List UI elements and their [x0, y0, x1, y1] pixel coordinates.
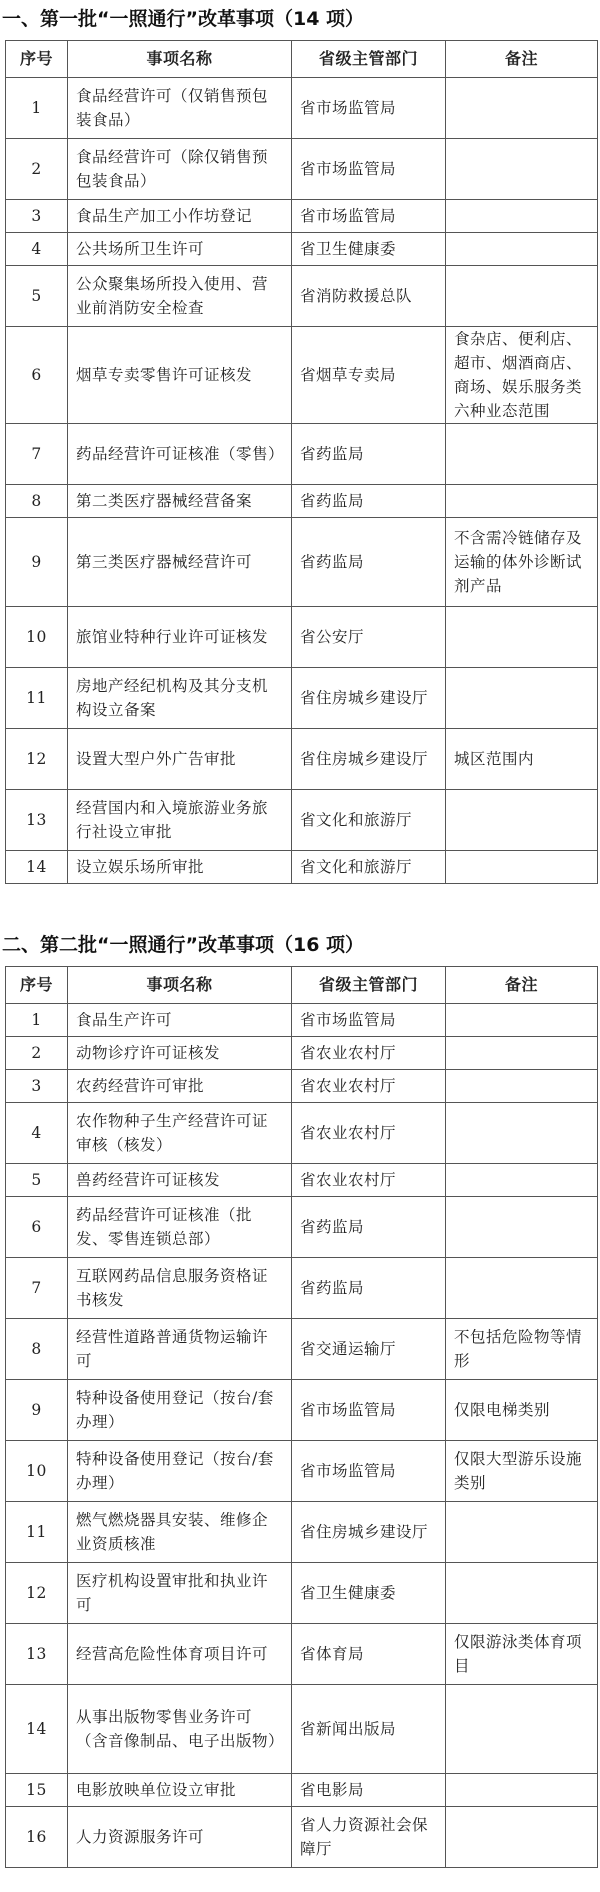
item-name: 互联网药品信息服务资格证书核发 — [68, 1258, 292, 1319]
department: 省卫生健康委 — [292, 233, 446, 266]
remark — [446, 1197, 598, 1258]
item-name: 烟草专卖零售许可证核发 — [68, 327, 292, 424]
table-row — [6, 1563, 598, 1624]
section1-body — [6, 78, 598, 884]
department: 省药监局 — [292, 485, 446, 518]
item-name: 农作物种子生产经营许可证审核（核发） — [68, 1103, 292, 1164]
row-number: 10 — [6, 1441, 68, 1502]
item-name: 兽药经营许可证核发 — [68, 1164, 292, 1197]
item-name: 经营国内和入境旅游业务旅行社设立审批 — [68, 790, 292, 851]
row-number: 5 — [6, 266, 68, 327]
section1-header-row — [6, 41, 598, 78]
row-number: 8 — [6, 1319, 68, 1380]
remark: 仅限大型游乐设施类别 — [446, 1441, 598, 1502]
row-number: 12 — [6, 729, 68, 790]
table-row — [6, 1380, 598, 1441]
item-name: 设置大型户外广告审批 — [68, 729, 292, 790]
row-number: 15 — [6, 1774, 68, 1807]
row-number: 6 — [6, 1197, 68, 1258]
item-name: 药品经营许可证核准（零售） — [68, 424, 292, 485]
row-number: 4 — [6, 1103, 68, 1164]
table-row — [6, 1774, 598, 1807]
remark — [446, 851, 598, 884]
remark — [446, 1037, 598, 1070]
header-name: 事项名称 — [68, 967, 292, 1004]
item-name: 农药经营许可审批 — [68, 1070, 292, 1103]
remark: 城区范围内 — [446, 729, 598, 790]
row-number: 16 — [6, 1807, 68, 1868]
table-row — [6, 668, 598, 729]
department: 省药监局 — [292, 1258, 446, 1319]
table-row — [6, 1258, 598, 1319]
header-note: 备注 — [446, 41, 598, 78]
row-number: 6 — [6, 327, 68, 424]
item-name: 药品经营许可证核准（批发、零售连锁总部） — [68, 1197, 292, 1258]
department: 省文化和旅游厅 — [292, 790, 446, 851]
header-dept: 省级主管部门 — [292, 967, 446, 1004]
table-row — [6, 518, 598, 607]
department: 省卫生健康委 — [292, 1563, 446, 1624]
department: 省公安厅 — [292, 607, 446, 668]
row-number: 3 — [6, 200, 68, 233]
department: 省药监局 — [292, 518, 446, 607]
header-no: 序号 — [6, 41, 68, 78]
department: 省农业农村厅 — [292, 1037, 446, 1070]
section2-table — [5, 966, 598, 1868]
table-row — [6, 1103, 598, 1164]
department: 省市场监管局 — [292, 1380, 446, 1441]
section1-table — [5, 40, 598, 884]
department: 省住房城乡建设厅 — [292, 729, 446, 790]
remark — [446, 668, 598, 729]
section2-header-row — [6, 967, 598, 1004]
department: 省农业农村厅 — [292, 1164, 446, 1197]
header-name: 事项名称 — [68, 41, 292, 78]
table-row — [6, 607, 598, 668]
department: 省新闻出版局 — [292, 1685, 446, 1774]
table-row — [6, 1164, 598, 1197]
remark — [446, 607, 598, 668]
table-row — [6, 729, 598, 790]
item-name: 房地产经纪机构及其分支机构设立备案 — [68, 668, 292, 729]
row-number: 8 — [6, 485, 68, 518]
remark — [446, 1563, 598, 1624]
row-number: 1 — [6, 78, 68, 139]
remark — [446, 1774, 598, 1807]
remark — [446, 200, 598, 233]
item-name: 第二类医疗器械经营备案 — [68, 485, 292, 518]
section1-title: 一、第一批“一照通行”改革事项（14 项） — [2, 8, 365, 30]
row-number: 2 — [6, 139, 68, 200]
department: 省文化和旅游厅 — [292, 851, 446, 884]
table-row — [6, 78, 598, 139]
header-no: 序号 — [6, 967, 68, 1004]
department: 省市场监管局 — [292, 200, 446, 233]
table-row — [6, 1624, 598, 1685]
department: 省住房城乡建设厅 — [292, 668, 446, 729]
row-number: 13 — [6, 1624, 68, 1685]
row-number: 7 — [6, 1258, 68, 1319]
row-number: 2 — [6, 1037, 68, 1070]
department: 省交通运输厅 — [292, 1319, 446, 1380]
department: 省市场监管局 — [292, 1441, 446, 1502]
department: 省人力资源社会保障厅 — [292, 1807, 446, 1868]
table-row — [6, 266, 598, 327]
item-name: 动物诊疗许可证核发 — [68, 1037, 292, 1070]
table-row — [6, 790, 598, 851]
row-number: 1 — [6, 1004, 68, 1037]
item-name: 电影放映单位设立审批 — [68, 1774, 292, 1807]
section2-title: 二、第二批“一照通行”改革事项（16 项） — [2, 934, 365, 956]
remark — [446, 1502, 598, 1563]
department: 省市场监管局 — [292, 139, 446, 200]
remark — [446, 1004, 598, 1037]
department: 省市场监管局 — [292, 78, 446, 139]
row-number: 9 — [6, 1380, 68, 1441]
remark — [446, 1164, 598, 1197]
row-number: 7 — [6, 424, 68, 485]
department: 省药监局 — [292, 424, 446, 485]
table-row — [6, 200, 598, 233]
item-name: 特种设备使用登记（按台/套办理） — [68, 1380, 292, 1441]
item-name: 食品经营许可（除仅销售预包装食品） — [68, 139, 292, 200]
item-name: 食品经营许可（仅销售预包装食品） — [68, 78, 292, 139]
row-number: 14 — [6, 1685, 68, 1774]
row-number: 11 — [6, 1502, 68, 1563]
remark — [446, 266, 598, 327]
remark: 食杂店、便利店、超市、烟酒商店、商场、娱乐服务类六种业态范围 — [446, 327, 598, 424]
remark: 不含需冷链储存及运输的体外诊断试剂产品 — [446, 518, 598, 607]
item-name: 公共场所卫生许可 — [68, 233, 292, 266]
table-row — [6, 851, 598, 884]
item-name: 第三类医疗器械经营许可 — [68, 518, 292, 607]
table-row — [6, 1441, 598, 1502]
item-name: 经营高危险性体育项目许可 — [68, 1624, 292, 1685]
table-row — [6, 1319, 598, 1380]
item-name: 医疗机构设置审批和执业许可 — [68, 1563, 292, 1624]
item-name: 食品生产许可 — [68, 1004, 292, 1037]
section2-body — [6, 1004, 598, 1868]
row-number: 14 — [6, 851, 68, 884]
remark — [446, 1070, 598, 1103]
table-row — [6, 1070, 598, 1103]
item-name: 公众聚集场所投入使用、营业前消防安全检查 — [68, 266, 292, 327]
header-dept: 省级主管部门 — [292, 41, 446, 78]
remark — [446, 233, 598, 266]
remark — [446, 1685, 598, 1774]
row-number: 11 — [6, 668, 68, 729]
remark — [446, 485, 598, 518]
item-name: 设立娱乐场所审批 — [68, 851, 292, 884]
table-row — [6, 1037, 598, 1070]
remark — [446, 1807, 598, 1868]
remark — [446, 424, 598, 485]
department: 省消防救援总队 — [292, 266, 446, 327]
item-name: 特种设备使用登记（按台/套办理） — [68, 1441, 292, 1502]
remark: 仅限游泳类体育项目 — [446, 1624, 598, 1685]
item-name: 从事出版物零售业务许可（含音像制品、电子出版物） — [68, 1685, 292, 1774]
remark: 不包括危险物等情形 — [446, 1319, 598, 1380]
table-row — [6, 424, 598, 485]
row-number: 3 — [6, 1070, 68, 1103]
row-number: 10 — [6, 607, 68, 668]
row-number: 9 — [6, 518, 68, 607]
table-row — [6, 1004, 598, 1037]
table-row — [6, 1197, 598, 1258]
remark — [446, 139, 598, 200]
item-name: 旅馆业特种行业许可证核发 — [68, 607, 292, 668]
item-name: 经营性道路普通货物运输许可 — [68, 1319, 292, 1380]
header-note: 备注 — [446, 967, 598, 1004]
department: 省体育局 — [292, 1624, 446, 1685]
table-row — [6, 233, 598, 266]
row-number: 4 — [6, 233, 68, 266]
department: 省市场监管局 — [292, 1004, 446, 1037]
department: 省电影局 — [292, 1774, 446, 1807]
table-row — [6, 327, 598, 424]
department: 省药监局 — [292, 1197, 446, 1258]
row-number: 12 — [6, 1563, 68, 1624]
department: 省住房城乡建设厅 — [292, 1502, 446, 1563]
row-number: 13 — [6, 790, 68, 851]
remark — [446, 78, 598, 139]
department: 省农业农村厅 — [292, 1103, 446, 1164]
remark — [446, 790, 598, 851]
department: 省烟草专卖局 — [292, 327, 446, 424]
table-row — [6, 1685, 598, 1774]
item-name: 人力资源服务许可 — [68, 1807, 292, 1868]
table-row — [6, 1807, 598, 1868]
table-row — [6, 1502, 598, 1563]
table-row — [6, 485, 598, 518]
item-name: 燃气燃烧器具安装、维修企业资质核准 — [68, 1502, 292, 1563]
item-name: 食品生产加工小作坊登记 — [68, 200, 292, 233]
remark — [446, 1103, 598, 1164]
table-row — [6, 139, 598, 200]
remark — [446, 1258, 598, 1319]
department: 省农业农村厅 — [292, 1070, 446, 1103]
row-number: 5 — [6, 1164, 68, 1197]
remark: 仅限电梯类别 — [446, 1380, 598, 1441]
